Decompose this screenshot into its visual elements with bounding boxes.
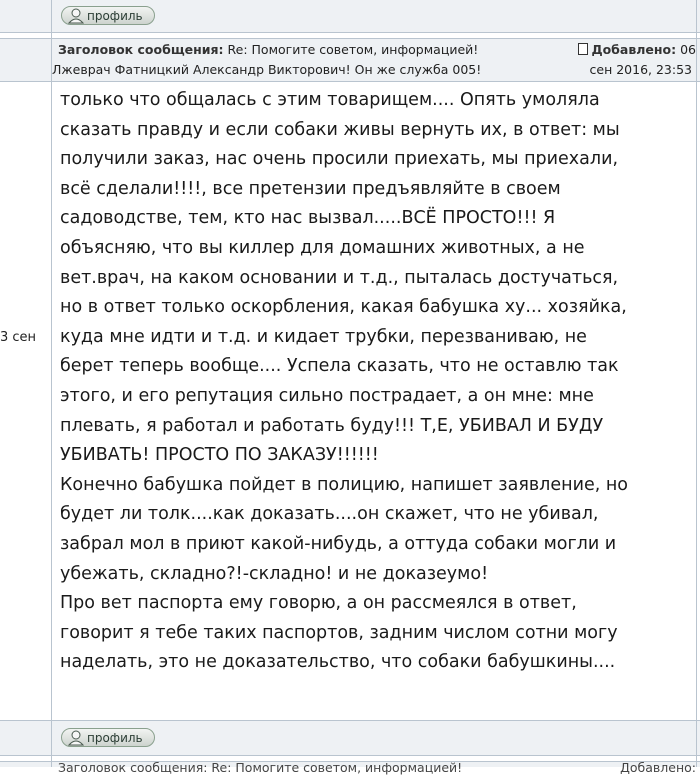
post-text-line: Про вет паспорта ему говорю, а он рассмеялся в ответ, [60, 593, 577, 614]
post-text-line: вет.врач, на каком основании и т.д., пыталась достучаться, [60, 267, 619, 288]
post-text-line: объясняю, что вы киллер для домашних животных, а не [60, 237, 585, 258]
profile-button-label: профиль [87, 8, 143, 23]
post-text-line: получили заказ, нас очень просили приехать, мы приехали, [60, 149, 619, 170]
post-text-line: забрал мол в приют какой-нибудь, а оттуда собаки могли и [60, 533, 617, 554]
post-text-line: плевать, я работал и работать буду!!! Т,Е, УБИВАЛ И БУДУ [60, 415, 604, 436]
post-text-line: УБИВАТЬ! ПРОСТО ПО ЗАКАЗУ!!!!!! [60, 445, 379, 466]
post-text-line: садоводстве, тем, кто нас вызвал.....ВСЁ ПРОСТО!!! Я [60, 208, 556, 229]
subject-text: Re: Помогите советом, информацией! [227, 42, 479, 57]
post-text-line: убежать, складно?!-складно! и не доказеумо! [60, 563, 489, 584]
column-divider [51, 0, 52, 767]
divider [0, 755, 700, 756]
profile-button-bottom[interactable] [61, 728, 155, 747]
post-text-line: говорит я тебе таких паспортов, задним числом сотни могу [60, 622, 618, 643]
post-text-line: будет ли толк....как доказать....он скажет, что не убивал, [60, 504, 599, 525]
right-border [696, 0, 697, 767]
added-value-part2: сен 2016, 23:53 [589, 62, 692, 77]
post-added [578, 40, 696, 60]
post-text-line: берет теперь вообще.... Успела сказать, что не оставлю так [60, 356, 619, 377]
post-body [60, 86, 690, 678]
profile-button-top[interactable] [61, 6, 155, 25]
added-label: Добавлено: [591, 42, 677, 57]
post-text-line: куда мне идти и т.д. и кидает трубки, перезваниваю, не [60, 326, 587, 347]
user-icon [67, 729, 85, 746]
post-text-line: но в ответ только оскорбления, какая бабушка ху... хозяйка, [60, 297, 627, 318]
subject-label: Заголовок сообщения: [58, 42, 224, 57]
post-text-line: сказать правду и если собаки живы вернуть их, в ответ: мы [60, 119, 620, 140]
post-text-line: Конечно бабушка пойдет в полицию, напишет заявление, но [60, 474, 628, 495]
divider [0, 81, 700, 82]
profile-button-label: профиль [87, 730, 143, 745]
next-added-fragment: Добавлено: [620, 760, 696, 775]
post-text-line: этого, и его репутация сильно пострадает, а он мне: мне [60, 385, 594, 406]
post-link-icon[interactable] [578, 43, 588, 55]
next-subject-fragment: Заголовок сообщения: Re: Помогите советом, информацией! [58, 760, 463, 775]
post-subject [58, 40, 478, 60]
post-text-line: всё сделали!!!!, все претензии предъявляйте в своем [60, 178, 561, 199]
post-text-line: наделать, это не доказательство, что собаки бабушкины.... [60, 652, 616, 673]
divider [0, 38, 700, 39]
divider [0, 32, 700, 33]
side-date: 3 сен [0, 330, 37, 345]
post-subject-line2: Лжеврач Фатницкий Александр Викторович! Он же служба 005! [52, 62, 482, 77]
post-text-line: только что общалась с этим товарищем.... Опять умоляла [60, 90, 600, 110]
added-value-part1: 06 [680, 42, 696, 57]
user-icon [67, 7, 85, 24]
